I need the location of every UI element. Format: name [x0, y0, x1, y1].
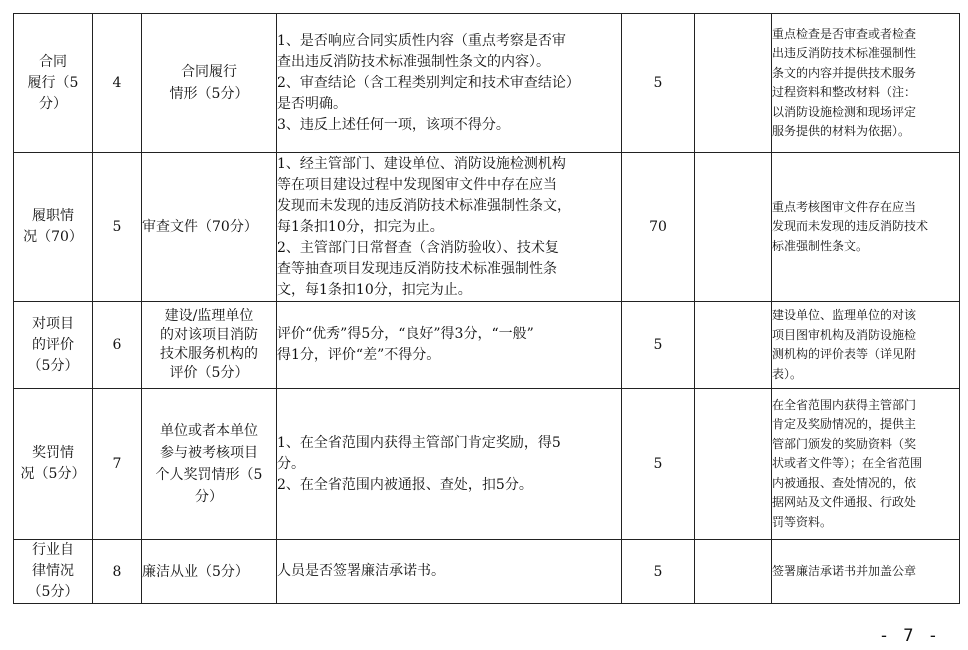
- note-line: 内被通报、查处情况的，依: [772, 475, 917, 490]
- category-cell: [14, 389, 93, 540]
- note-cell: [772, 302, 960, 389]
- table-row: [14, 153, 960, 302]
- criteria-line: 查等抽查项目发现违反消防技术标准强制性条: [277, 260, 557, 277]
- criteria-line: 1、是否响应合同实质性内容（重点考察是否审: [277, 32, 566, 49]
- item-cell: [142, 14, 277, 153]
- category-line: 行业自: [32, 542, 74, 558]
- note-cell: [772, 153, 960, 302]
- category-cell: [14, 14, 93, 153]
- criteria-line: 等在项目建设过程中发现图审文件中存在应当: [277, 176, 557, 193]
- criteria-line: 人员是否签署廉洁承诺书。: [277, 563, 445, 579]
- item-line: 情形（5分）: [169, 86, 249, 102]
- table-row: [14, 302, 960, 389]
- score-cell: 70: [622, 153, 695, 302]
- category-line: 分）: [39, 95, 67, 112]
- criteria-line: 1、经主管部门、建设单位、消防设施检测机构: [277, 155, 566, 172]
- table-row: [14, 14, 960, 153]
- category-line: （5分）: [27, 584, 79, 600]
- deduction-cell: [695, 302, 772, 389]
- item-line: 廉洁从业（5分）: [142, 563, 249, 580]
- deduction-cell: [695, 153, 772, 302]
- item-line: 的对该项目消防: [160, 327, 258, 343]
- category-line: 况（70）: [23, 229, 83, 245]
- table-row: [14, 540, 960, 604]
- note-line: 标准强制性条文。: [772, 238, 869, 253]
- category-line: 对项目: [32, 315, 74, 332]
- criteria-line: 2、主管部门日常督查（含消防验收）、技术复: [277, 239, 559, 256]
- note-line: 管部门颁发的奖励资料（奖: [772, 436, 917, 451]
- criteria-line: 文，每1条扣10分，扣完为止。: [277, 281, 472, 298]
- table-row: [14, 389, 960, 540]
- note-line: 罚等资料。: [772, 514, 833, 529]
- note-line: 测机构的评价表等（详见附: [772, 347, 917, 361]
- item-cell: [142, 302, 277, 389]
- item-line: 技术服务机构的: [160, 346, 258, 362]
- criteria-cell: [277, 302, 622, 389]
- category-line: 况（5分）: [20, 466, 86, 482]
- note-cell: [772, 14, 960, 153]
- category-line: 奖罚情: [32, 445, 74, 461]
- deduction-cell: [695, 389, 772, 540]
- item-line: 合同履行: [181, 64, 237, 80]
- criteria-cell: [277, 14, 622, 153]
- criteria-line: 每1条扣10分，扣完为止。: [277, 218, 444, 235]
- note-line: 发现而未发现的违反消防技术: [772, 219, 929, 234]
- category-line: 履职情: [32, 208, 74, 224]
- note-line: 出违反消防技术标准强制性: [772, 46, 917, 60]
- category-line: 履行（5: [27, 74, 79, 91]
- note-line: 项目图审机构及消防设施检: [772, 327, 917, 342]
- deduction-cell: [695, 14, 772, 153]
- note-line: 以消防设施检测和现场评定: [772, 104, 917, 119]
- category-cell: [14, 540, 93, 604]
- item-line: 分）: [195, 489, 223, 505]
- score-cell: 5: [622, 389, 695, 540]
- note-line: 在全省范围内获得主管部门: [772, 397, 917, 412]
- item-line: 参与被考核项目: [160, 445, 258, 461]
- item-cell: [142, 389, 277, 540]
- item-cell: [142, 153, 277, 302]
- score-cell: 5: [622, 14, 695, 153]
- note-line: 表）。: [772, 366, 803, 381]
- criteria-line: 2、审查结论（含工程类别判定和技术审查结论）: [277, 74, 580, 91]
- criteria-line: 是否明确。: [277, 95, 347, 112]
- item-line: 个人奖罚情形（5: [155, 467, 263, 483]
- criteria-cell: [277, 540, 622, 604]
- note-line: 服务提供的材料为依据）。: [772, 124, 911, 138]
- category-line: 合同: [39, 53, 67, 70]
- item-line: 评价（5分）: [169, 365, 249, 381]
- category-cell: [14, 302, 93, 389]
- note-line: 据网站及文件通报、行政处: [772, 495, 917, 510]
- criteria-line: 2、在全省范围内被通报、查处，扣5分。: [277, 476, 533, 493]
- criteria-line: 得1分，评价“差”不得分。: [277, 347, 441, 363]
- score-cell: 5: [622, 302, 695, 389]
- note-line: 肯定及奖励情况的，提供主: [772, 417, 917, 432]
- criteria-cell: [277, 153, 622, 302]
- item-cell: [142, 540, 277, 604]
- note-line: 重点检查是否审查或者检查: [772, 26, 917, 41]
- note-line: 建设单位、监理单位的对该: [772, 308, 917, 322]
- item-line: 建设/监理单位: [164, 308, 254, 324]
- criteria-line: 1、在全省范围内获得主管部门肯定奖励，得5: [277, 434, 561, 451]
- criteria-cell: [277, 389, 622, 540]
- note-cell: [772, 389, 960, 540]
- note-line: 签署廉洁承诺书并加盖公章: [772, 563, 917, 578]
- category-cell: [14, 153, 93, 302]
- note-line: 过程资料和整改材料（注：: [772, 85, 917, 99]
- category-line: 的评价: [32, 336, 74, 353]
- note-line: 状或者文件等）；在全省范围: [772, 456, 923, 471]
- category-line: （5分）: [27, 357, 79, 374]
- criteria-line: 3、违反上述任何一项，该项不得分。: [277, 116, 510, 133]
- criteria-line: 分。: [277, 455, 305, 472]
- number-cell: 4: [93, 14, 142, 153]
- deduction-cell: [695, 540, 772, 604]
- note-line: 条文的内容并提供技术服务: [772, 65, 917, 80]
- score-cell: 5: [622, 540, 695, 604]
- criteria-line: 发现而未发现的违反消防技术标准强制性条文，: [277, 197, 571, 214]
- number-cell: 5: [93, 153, 142, 302]
- note-line: 重点考核图审文件存在应当: [772, 199, 917, 214]
- note-cell: [772, 540, 960, 604]
- criteria-line: 查出违反消防技术标准强制性条文的内容）。: [277, 53, 550, 70]
- criteria-line: 评价“优秀”得5分，“良好”得3分，“一般”: [277, 326, 534, 342]
- item-line: 审查文件（70分）: [142, 219, 258, 235]
- number-cell: 8: [93, 540, 142, 604]
- number-cell: 6: [93, 302, 142, 389]
- item-line: 单位或者本单位: [160, 423, 258, 439]
- category-line: 律情况: [32, 563, 74, 579]
- scoring-table: [13, 13, 960, 604]
- number-cell: 7: [93, 389, 142, 540]
- page-number: - 7 -: [878, 626, 940, 646]
